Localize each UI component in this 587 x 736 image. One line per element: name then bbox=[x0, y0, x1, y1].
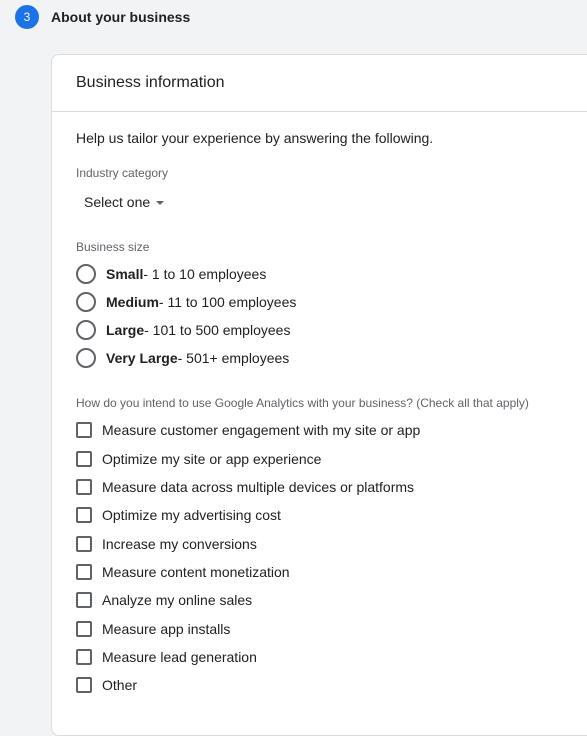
checkbox-label: Measure content monetization bbox=[102, 564, 290, 580]
checkbox-label: Measure app installs bbox=[102, 621, 231, 637]
intro-text: Help us tailor your experience by answering the following. bbox=[76, 130, 434, 146]
checkbox[interactable] bbox=[76, 451, 92, 467]
card-divider bbox=[52, 111, 587, 112]
radio-option-name: Large bbox=[106, 322, 145, 338]
checkbox-row[interactable] bbox=[76, 649, 257, 665]
checkbox-row[interactable] bbox=[76, 536, 257, 552]
checkbox-label: Optimize my advertising cost bbox=[102, 507, 281, 523]
checkbox-label: Analyze my online sales bbox=[102, 592, 253, 608]
checkbox[interactable] bbox=[76, 536, 92, 552]
card-title: Business information bbox=[76, 74, 225, 91]
checkbox[interactable] bbox=[76, 592, 92, 608]
checkbox-label: Measure data across multiple devices or platforms bbox=[102, 479, 415, 495]
checkbox-label: Optimize my site or app experience bbox=[102, 451, 322, 467]
radio-button[interactable] bbox=[76, 348, 96, 368]
checkbox-row[interactable] bbox=[76, 422, 420, 438]
radio-option-desc: - 501+ employees bbox=[177, 350, 290, 366]
checkbox-row[interactable] bbox=[76, 479, 414, 495]
business-size-label: Business size bbox=[76, 240, 150, 254]
radio-button[interactable] bbox=[76, 292, 96, 312]
checkbox-row[interactable] bbox=[76, 507, 281, 523]
checkbox-label: Measure lead generation bbox=[102, 649, 257, 665]
checkbox-row[interactable] bbox=[76, 677, 137, 693]
checkbox-label: Increase my conversions bbox=[102, 536, 257, 552]
industry-select[interactable] bbox=[76, 191, 164, 213]
chevron-down-icon bbox=[156, 201, 164, 205]
checkbox-row[interactable] bbox=[76, 564, 290, 580]
radio-option-desc: - 101 to 500 employees bbox=[144, 322, 291, 338]
checkbox-label: Measure customer engagement with my site or app bbox=[102, 422, 421, 438]
industry-label: Industry category bbox=[76, 166, 169, 180]
checkbox-row[interactable] bbox=[76, 451, 321, 467]
radio-option-name: Medium bbox=[106, 294, 159, 310]
radio-option-desc: - 11 to 100 employees bbox=[158, 294, 297, 310]
radio-size-large[interactable] bbox=[76, 320, 290, 340]
step-title: About your business bbox=[51, 9, 191, 25]
usage-label: How do you intend to use Google Analytics with your business? (Check all that apply) bbox=[76, 396, 529, 410]
checkbox[interactable] bbox=[76, 677, 92, 693]
checkbox[interactable] bbox=[76, 621, 92, 637]
checkbox[interactable] bbox=[76, 507, 92, 523]
industry-select-value: Select one bbox=[84, 194, 151, 210]
checkbox-label: Other bbox=[102, 677, 138, 693]
radio-size-very-large[interactable] bbox=[76, 348, 289, 368]
checkbox[interactable] bbox=[76, 479, 92, 495]
radio-button[interactable] bbox=[76, 320, 96, 340]
step-header bbox=[0, 0, 587, 40]
step-number-badge: 3 bbox=[15, 5, 39, 29]
checkbox[interactable] bbox=[76, 422, 92, 438]
radio-size-small[interactable] bbox=[76, 264, 266, 284]
checkbox[interactable] bbox=[76, 649, 92, 665]
radio-option-desc: - 1 to 10 employees bbox=[143, 266, 267, 282]
radio-option-name: Small bbox=[106, 266, 144, 282]
business-info-card bbox=[51, 54, 587, 736]
checkbox-row[interactable] bbox=[76, 621, 230, 637]
radio-size-medium[interactable] bbox=[76, 292, 296, 312]
radio-option-name: Very Large bbox=[106, 350, 178, 366]
radio-button[interactable] bbox=[76, 264, 96, 284]
checkbox-row[interactable] bbox=[76, 592, 252, 608]
checkbox[interactable] bbox=[76, 564, 92, 580]
